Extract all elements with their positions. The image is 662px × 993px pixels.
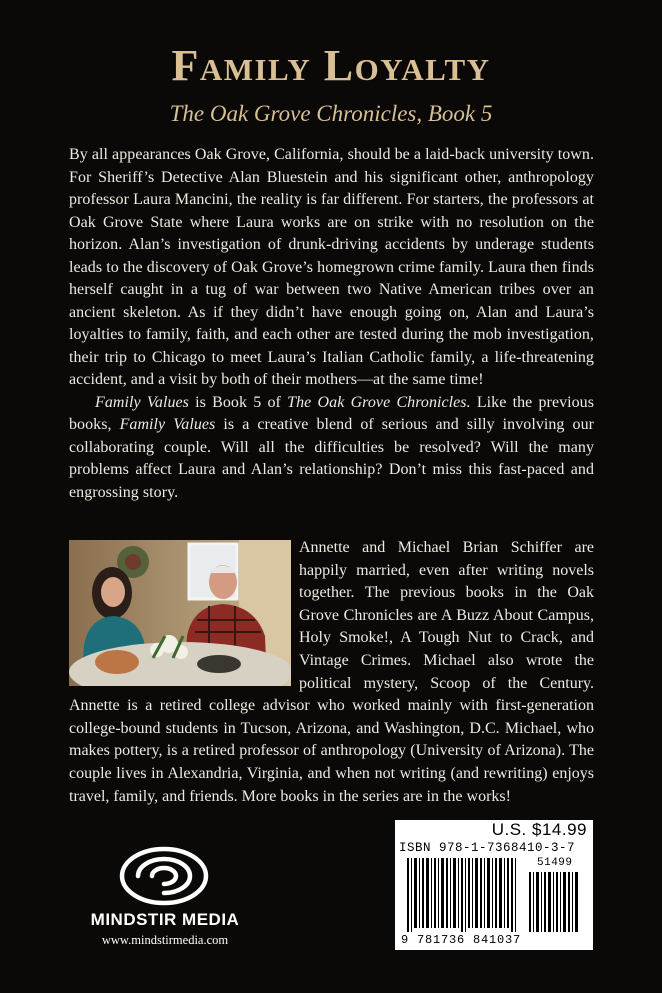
addon-code: 51499: [537, 857, 573, 869]
barcode-image: [401, 858, 587, 932]
book-title-ref: Family Values: [119, 416, 216, 433]
publisher-name: MINDSTIR MEDIA: [90, 910, 240, 929]
blurb-paragraph-2: [69, 392, 594, 505]
blurb-text: is a creative blend of serious and silly involving our collaborating couple. Will all the difficulties be resolved? Will the many problems affect Laura and Alan’s relationship? Don’t miss this fast-paced and engrossing story.: [69, 416, 594, 501]
book-blurb: [69, 144, 594, 504]
blurb-text: is Book 5 of: [188, 393, 288, 411]
blurb-text: Like the previous books,: [69, 393, 595, 433]
publisher-website: www.mindstirmedia.com: [101, 933, 229, 947]
mindstir-logo-icon: [118, 845, 210, 907]
barcode-digits: 9 781736 841037: [401, 933, 522, 947]
author-bio: Annette and Michael Brian Schiffer are happily married, even after writing novels together. The previous books in the Oak Grove Chronicles are A Buzz About Campus, Holy Smoke!, A Tough Nut to Crack, and Vintage Crimes. Michael also wrote the political mystery, Scoop of the Century. Annette is a retired college advisor who worked mainly with first-generation college-bound students in Tucson, Arizona, and Washington, D.C. Michael, who makes pottery, is a retired professor of anthropology (University of Arizona). The couple lives in Alexandria, Virginia, and when not writing (and rewriting) enjoys travel, family, and friends. More books in the series are in the works!: [69, 539, 594, 805]
isbn-barcode-box: [395, 820, 593, 950]
series-title-ref: The Oak Grove Chronicles.: [287, 393, 471, 411]
blurb-paragraph-1: By all appearances Oak Grove, California, should be a laid-back university town. For Sheriff’s Detective Alan Bluestein and his significant other, anthropology professor Laura Mancini, the reality is far different. For starters, the professors at Oak Grove State where Laura works are on strike with no resolution on the horizon. Alan’s investigation of drunk-driving accidents by underage students leads to the discovery of Oak Grove’s homegrown crime family. Laura then finds herself caught in a tug of war between two Native American tribes over an ancient skeleton. As if they didn’t have enough going on, Alan and Laura’s loyalties to family, faith, and each other are tested during the mob investigation, their trip to Chicago to meet Laura’s Italian Catholic family, a life-threatening accident, and a visit by both of their mothers—at the same time!: [69, 146, 594, 388]
book-title-ref: Family Values: [95, 393, 189, 411]
book-title: Family Loyalty: [171, 41, 491, 90]
price-label: U.S. $14.99: [491, 820, 587, 839]
isbn-number: ISBN 978-1-7368410-3-7: [399, 841, 576, 855]
series-subtitle: The Oak Grove Chronicles, Book 5: [169, 101, 493, 126]
author-photo: [69, 540, 291, 686]
